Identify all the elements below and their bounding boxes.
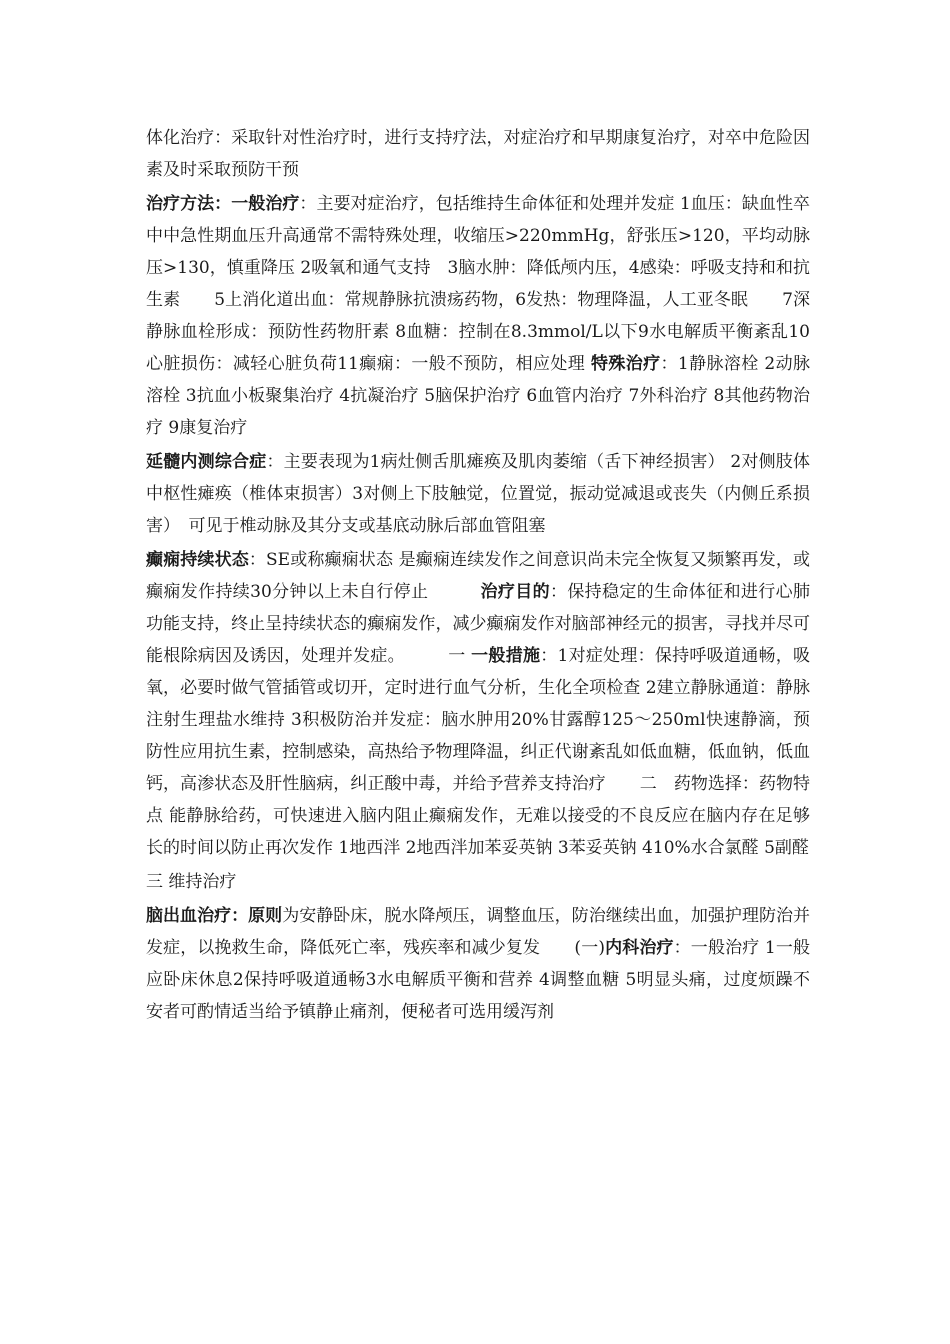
- heading-internal-medicine: 内科治疗: [604, 938, 674, 958]
- heading-treatment-goal: 治疗目的: [480, 582, 550, 602]
- paragraph-treatment-methods: [146, 188, 810, 444]
- text-treatment-goal: ：保持稳定的生命体征和进行心肺功能支持，终止呈持续状态的癫痫发作，减少癫痫发作对脑部神经元的损害，寻找并尽可能根除病因及诱因，处理并发症。 一: [146, 582, 811, 666]
- heading-status-epilepticus: 癫痫持续状态: [146, 550, 249, 570]
- text-general-measures: ：1对症处理：保持呼吸道通畅，吸氧，必要时做气管插管或切开，定时进行血气分析，生化全项检查 2建立静脉通道：静脉注射生理盐水维持 3积极防治并发症：脑水肿用20%甘露醇125～250ml快速静滴，预防性应用抗生素，控制感染，高热给予物理降温，纠正代谢紊乱如低血糖，低血钠，低血钙，高渗状态及肝性脑病，纠正酸中毒，并给予营养支持治疗 二 药物选择：药物特点 能静脉给药，可快速进入脑内阻止癫痫发作，无难以接受的不良反应在脑内存在足够长的时间以防止再次发作 1地西泮 2地西泮加苯妥英钠 3苯妥英钠 410%水合氯醛 5副醛: [146, 646, 810, 858]
- paragraph-medullary-syndrome: [146, 446, 810, 542]
- text-status-epilepticus: ：SE或称癫痫状态 是癫痫连续发作之间意识尚未完全恢复又频繁再发，或癫痫发作持续30分钟以上未自行停止: [146, 550, 810, 602]
- heading-medullary-syndrome: 延髓内测综合症: [146, 452, 267, 472]
- heading-general-treatment: 治疗方法：一般治疗: [146, 194, 300, 214]
- text-maintenance: 三 维持治疗: [146, 872, 237, 892]
- text-lead: 体化治疗: [146, 128, 215, 148]
- heading-hemorrhage-principle: 脑出血治疗：原则: [146, 906, 283, 926]
- text-body: ：采取针对性治疗时，进行支持疗法，对症治疗和早期康复治疗，对卒中危险因素及时采取预防干预: [146, 128, 811, 180]
- text-special-treatment: ：1静脉溶栓 2动脉溶栓 3抗血小板聚集治疗 4抗凝治疗 5脑保护治疗 6血管内治疗 7外科治疗 8其他药物治疗 9康复治疗: [146, 354, 810, 438]
- paragraph-maintenance: [146, 866, 810, 898]
- document-body: [146, 122, 810, 1030]
- text-internal-medicine: ：一般治疗 1一般应卧床休息2保持呼吸道通畅3水电解质平衡和营养 4调整血糖 5明显头痛，过度烦躁不安者可酌情适当给予镇静止痛剂，便秘者可选用缓泻剂: [146, 938, 810, 1022]
- text-general-treatment: ：主要对症治疗，包括维持生命体征和处理并发症 1血压：缺血性卒中中急性期血压升高通常不需特殊处理，收缩压>220mmHg，舒张压>120，平均动脉压>130，慎重降压 2吸氧和通气支持 3脑水肿：降低颅内压，4感染：呼吸支持和和抗生素 5上消化道出血：常规静脉抗溃疡药物，6发热：物理降温，人工亚冬眠 7深静脉血栓形成：预防性药物肝素 8血糖：控制在8.3mmol/L以下9水电解质平衡紊乱10心脏损伤：减轻心脏负荷11癫痫：一般不预防，相应处理: [146, 194, 811, 374]
- paragraph-integrated-treatment: [146, 122, 810, 186]
- heading-general-measures: 一般措施: [471, 646, 541, 666]
- text-medullary-syndrome: ：主要表现为1病灶侧舌肌瘫痪及肌肉萎缩（舌下神经损害） 2对侧肢体中枢性瘫痪（椎体束损害）3对侧上下肢触觉，位置觉，振动觉减退或丧失（内侧丘系损害） 可见于椎动脉及其分支或基底动脉后部血管阻塞: [146, 452, 810, 536]
- paragraph-status-epilepticus: [146, 544, 810, 864]
- text-hemorrhage-principle: 为安静卧床，脱水降颅压，调整血压，防治继续出血，加强护理防治并发症，以挽救生命，降低死亡率，残疾率和减少复发 (一): [146, 906, 811, 958]
- heading-special-treatment: 特殊治疗: [590, 354, 661, 374]
- paragraph-cerebral-hemorrhage: [146, 900, 810, 1028]
